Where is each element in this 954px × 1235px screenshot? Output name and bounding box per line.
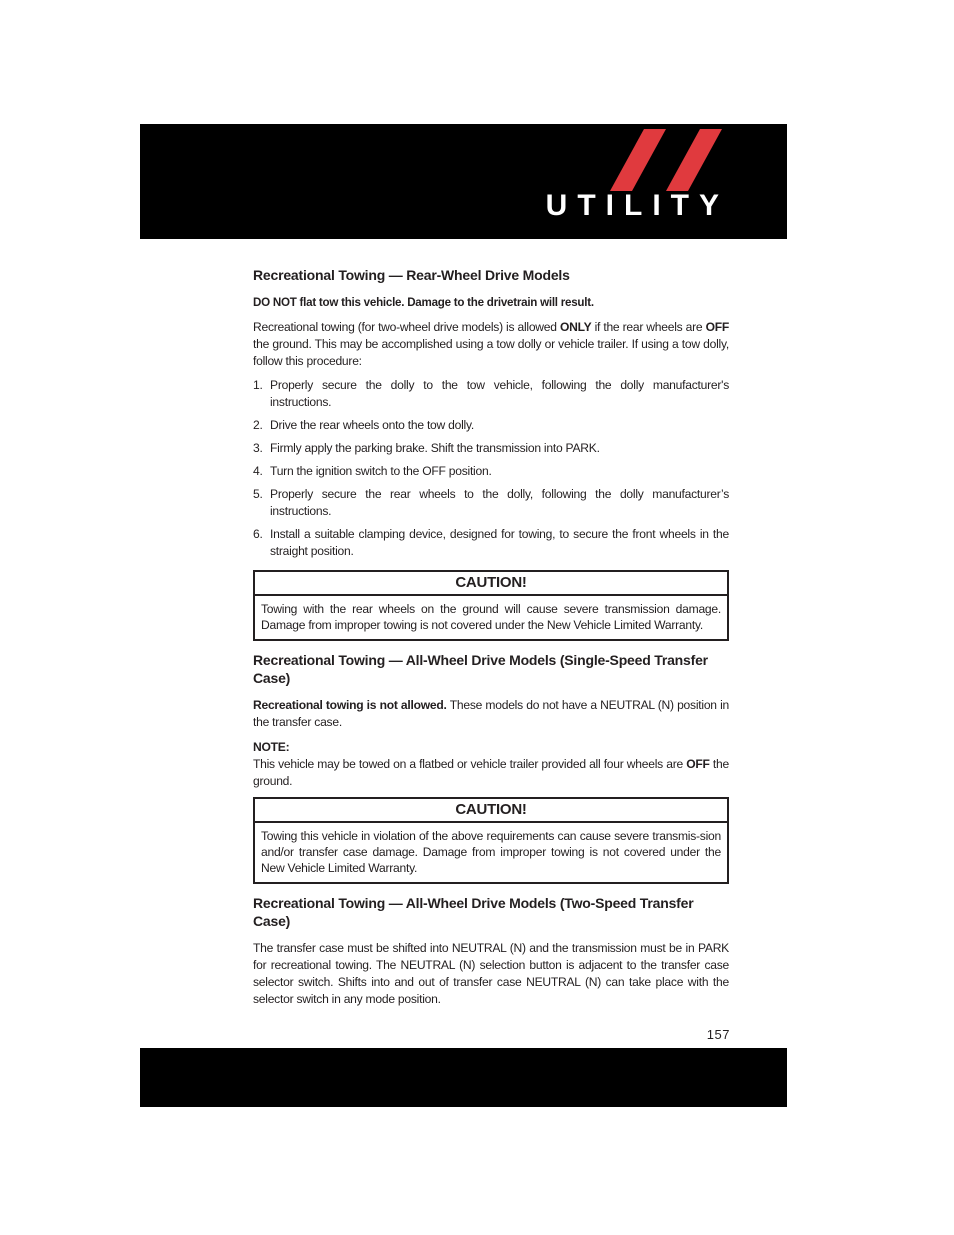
awd-single-lead (253, 697, 729, 731)
heading-awd-two-speed: Recreational Towing — All-Wheel Drive Models (Two-Speed Transfer Case) (253, 895, 694, 929)
step-number: 4. (253, 464, 263, 478)
note-text (253, 756, 729, 790)
step-text: Properly secure the rear wheels to the dolly, following the dolly manufacturer’s instructions. (270, 487, 729, 518)
caution-text: Towing this vehicle in violation of the above requirements can cause severe transmis-sion and/or transfer case damage. Damage from improper towing is not covered under the New Vehicle Limited Warranty. (261, 829, 721, 875)
header-band (140, 124, 787, 239)
page-content (253, 266, 729, 1015)
logo-stripe-right (666, 129, 722, 191)
step-number: 6. (253, 527, 263, 541)
list-item (253, 463, 729, 480)
step-number: 5. (253, 487, 263, 501)
step-text: Properly secure the dolly to the tow vehicle, following the dolly manufacturer's instructions. (270, 378, 729, 409)
awd-single-lead-text: These models do not have a NEUTRAL (N) position in the transfer case. (253, 698, 729, 729)
heading-rwd: Recreational Towing — Rear-Wheel Drive Models (253, 267, 570, 283)
note-text-2: the ground. (253, 757, 729, 788)
step-number: 2. (253, 418, 263, 432)
section-title: UTILITY (545, 189, 729, 222)
step-number: 1. (253, 378, 263, 392)
not-allowed-statement: Recreational towing is not allowed. (253, 698, 447, 712)
towing-procedure-list (253, 377, 729, 560)
red-stripes-logo (610, 129, 722, 191)
rwd-intro-off: OFF (705, 320, 729, 334)
rwd-intro-text-1: Recreational towing (for two-wheel drive models) is allowed (253, 320, 560, 334)
note-text-1: This vehicle may be towed on a flatbed or vehicle trailer provided all four wheels are (253, 757, 687, 771)
awd-two-body: The transfer case must be shifted into NEUTRAL (N) and the transmission must be in PARK for recreational towing. The NEUTRAL (N) selection button is adjacent to the transfer case selector switch. Shifts into and out of transfer case NEUTRAL (N) can take place with the selector switch in any mode position. (253, 941, 729, 1006)
drivetrain-warning: DO NOT flat tow this vehicle. Damage to the drivetrain will result. (253, 296, 594, 309)
caution-title: CAUTION! (255, 572, 727, 596)
rwd-intro-text-3: the ground. This may be accomplished using a tow dolly or vehicle trailer. If using a tow dolly, follow this procedure: (253, 337, 729, 368)
list-item (253, 486, 729, 520)
list-item (253, 440, 729, 457)
note-off: OFF (686, 757, 710, 771)
list-item (253, 526, 729, 560)
step-text: Firmly apply the parking brake. Shift the transmission into PARK. (270, 441, 600, 455)
footer-band (140, 1048, 787, 1107)
step-text: Turn the ignition switch to the OFF position. (270, 464, 492, 478)
heading-awd-single-speed: Recreational Towing — All-Wheel Drive Models (Single-Speed Transfer Case) (253, 652, 708, 686)
logo-stripe-left (610, 129, 666, 191)
list-item (253, 417, 729, 434)
caution-title: CAUTION! (255, 799, 727, 823)
rwd-intro (253, 319, 729, 370)
caution-box-awd (253, 797, 729, 884)
rwd-intro-only: ONLY (559, 320, 592, 334)
caution-text: Towing with the rear wheels on the ground will cause severe transmission damage. Damage from improper towing is not covered under the New Vehicle Limited Warranty. (261, 602, 721, 632)
page-number: 157 (706, 1027, 730, 1042)
rwd-intro-text-2: if the rear wheels are (591, 320, 706, 334)
list-item (253, 377, 729, 411)
step-text: Install a suitable clamping device, designed for towing, to secure the front wheels in the straight position. (270, 527, 729, 558)
note-label: NOTE: (253, 740, 290, 754)
step-number: 3. (253, 441, 263, 455)
step-text: Drive the rear wheels onto the tow dolly. (270, 418, 474, 432)
caution-box-rwd (253, 570, 729, 641)
